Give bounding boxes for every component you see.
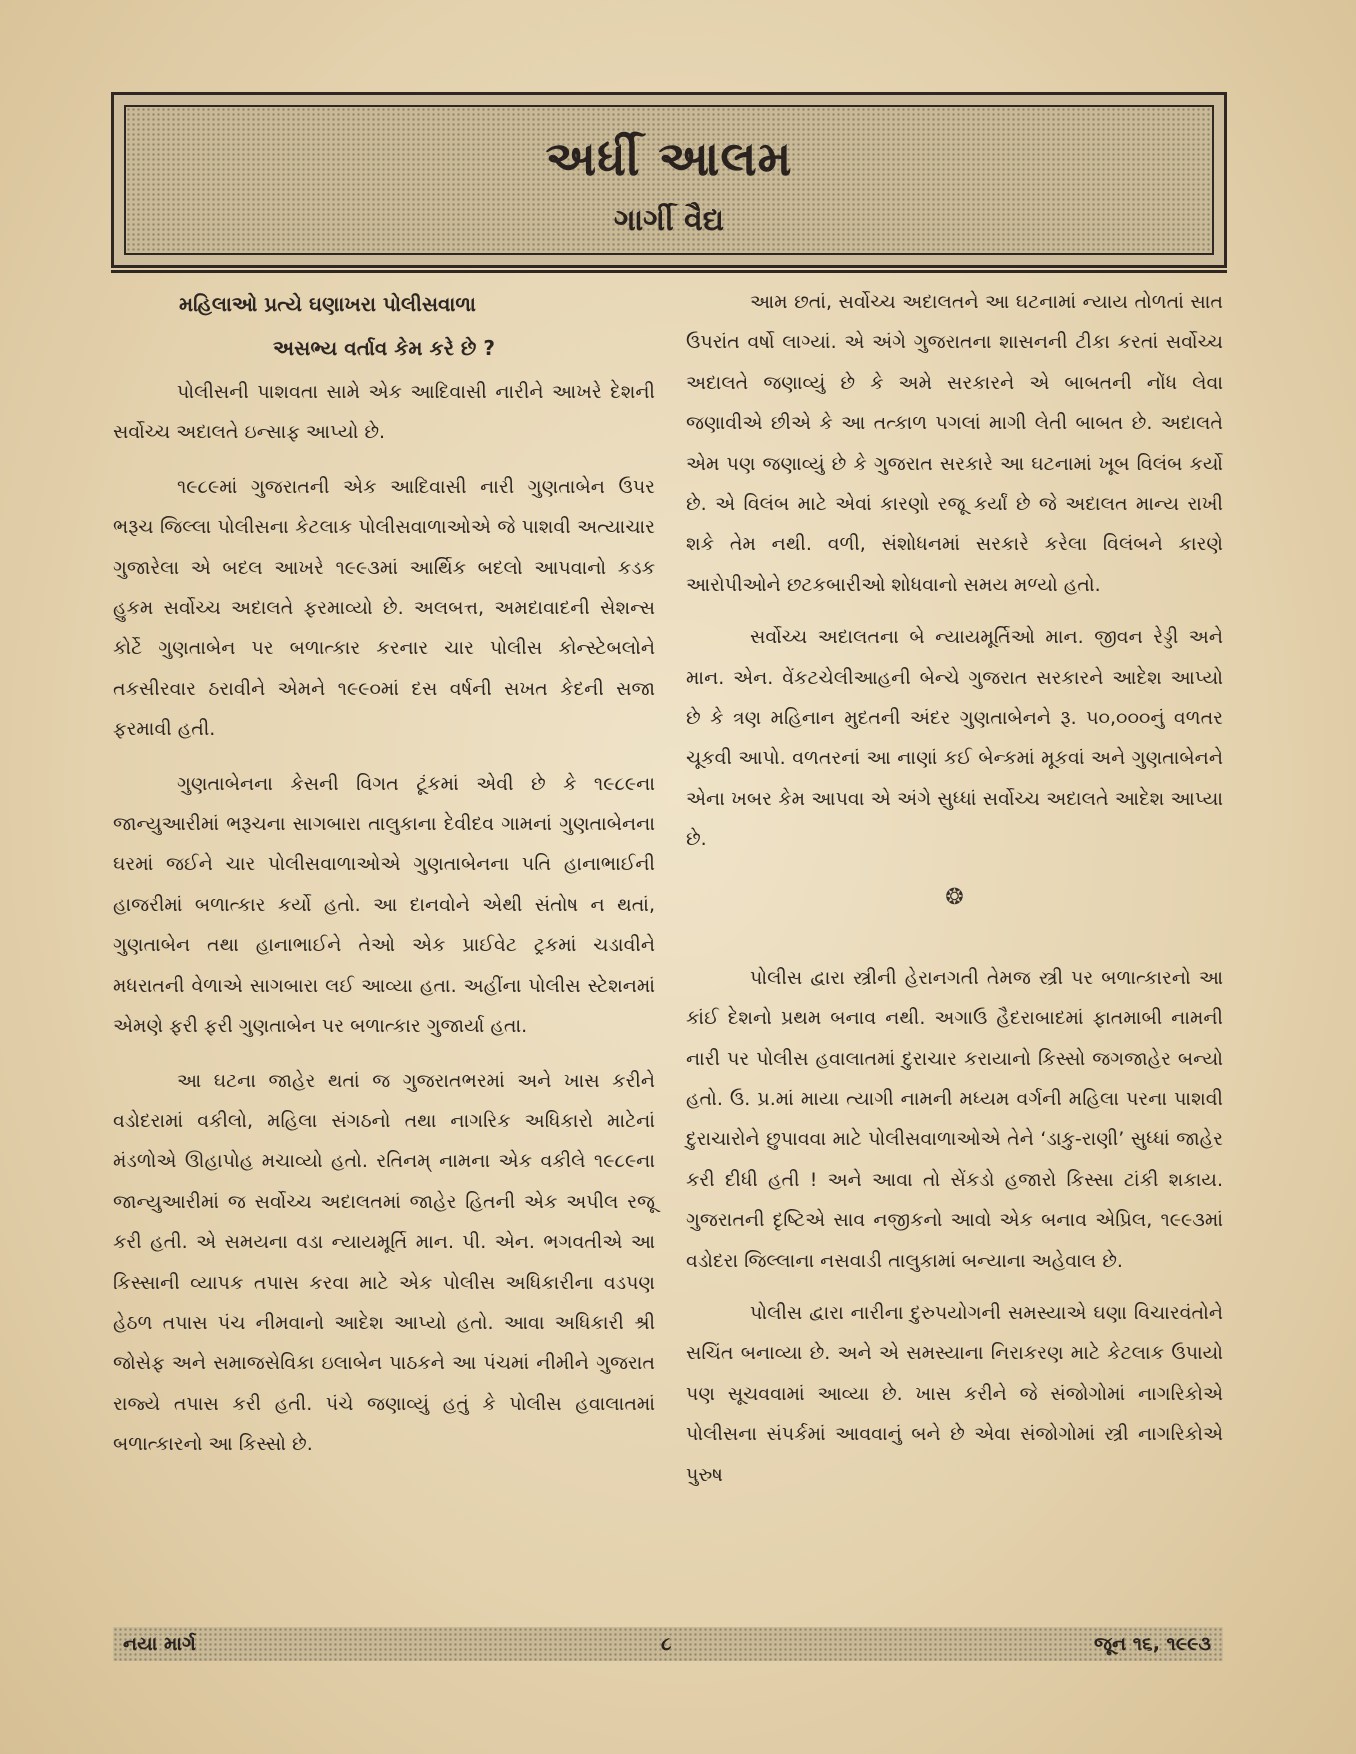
column-author: ગાર્ગી વૈદ્ય xyxy=(613,203,725,238)
section-separator-ornament: ❂ xyxy=(945,884,964,910)
body-paragraph: આમ છતાં, સર્વોચ્ચ અદાલતને આ ઘટનામાં ન્યાય તોળતાં સાત ઉપરાંત વર્ષો લાગ્યાં. એ અંગે ગુજરાતના શાસનની ટીકા કરતાં સર્વોચ્ચ અદાલતે જણાવ્યું છે કે અમે સરકારને એ બાબતની નોંધ લેવા જણાવીએ છીએ કે આ તત્કાળ પગલાં માગી લેતી બાબત છે. અદાલતે એમ પણ જણાવ્યું છે કે ગુજરાત સરકારે આ ઘટનામાં ખૂબ વિલંબ કર્યો છે. એ વિલંબ માટે એવાં કારણો રજૂ કર્યાં છે જે અદાલત માન્ય રાખી શકે તેમ નથી. વળી, સંશોધનમાં સરકારે કરેલા વિલંબને કારણે આરોપીઓને છટકબારીઓ શોધવાનો સમય મળ્યો હતો. xyxy=(686,291,1223,596)
header-rule xyxy=(111,270,1227,273)
body-paragraph: પોલીસની પાશવતા સામે એક આદિવાસી નારીને આખરે દેશની સર્વોચ્ચ અદાલતે ઇન્સાફ આપ્યો છે. xyxy=(113,381,655,444)
article-heading-line1: મહિલાઓ પ્રત્યે ઘણાખરા પોલીસવાળા xyxy=(179,292,476,316)
body-paragraph: પોલીસ દ્વારા નારીના દુરુપયોગની સમસ્યાએ ઘણા વિચારવંતોને સચિંત બનાવ્યા છે. અને એ સમસ્યાના નિરાકરણ માટે કેટલાક ઉપાયો પણ સૂચવવામાં આવ્યા છે. ખાસ કરીને જે સંજોગોમાં નાગરિકોએ પોલીસના સંપર્કમાં આવવાનું બને છે એવા સંજોગોમાં સ્ત્રી નાગરિકોએ પુરુષ xyxy=(686,1301,1223,1486)
article-heading-line2: અસભ્ય વર્તાવ કેમ કરે છે ? xyxy=(273,336,495,360)
column-header-inner xyxy=(124,105,1214,255)
body-paragraph: સર્વોચ્ચ અદાલતના બે ન્યાયમૂર્તિઓ માન. જીવન રેડ્ડી અને માન. એન. વેંકટચેલીઆહની બેન્ચે ગુજરાત સરકારને આદેશ આપ્યો છે કે ત્રણ મહિનાન મુદતની અંદર ગુણતાબેનને રૂ. ૫૦,૦૦૦નું વળતર ચૂકવી આપો. વળતરનાં આ નાણાં કઈ બેન્કમાં મૂકવાં અને ગુણતાબેનને એના ખબર કેમ આપવા એ અંગે સુધ્ધાં સર્વોચ્ચ અદાલતે આદેશ આપ્યા છે. xyxy=(686,626,1223,851)
column-title: અર્ધી આલમ xyxy=(545,131,793,187)
right-column xyxy=(686,282,1223,1507)
footer-page-number: ૮ xyxy=(661,1633,672,1655)
column-header-box xyxy=(111,92,1227,268)
body-paragraph: આ ઘટના જાહેર થતાં જ ગુજરાતભરમાં અને ખાસ કરીને વડોદરામાં વકીલો, મહિલા સંગઠનો તથા નાગરિક અધિકારો માટેનાં મંડળોએ ઊહાપોહ મચાવ્યો હતો. રતિનમ્ નામના એક વકીલે ૧૯૮૯ના જાન્યુઆરીમાં જ સર્વોચ્ચ અદાલતમાં જાહેર હિતની એક અપીલ રજૂ કરી હતી. એ સમયના વડા ન્યાયમૂર્તિ માન. પી. એન. ભગવતીએ આ કિસ્સાની વ્યાપક તપાસ કરવા માટે એક પોલીસ અધિકારીના વડપણ હેઠળ તપાસ પંચ નીમવાનો આદેશ આપ્યો હતો. આવા અધિકારી શ્રી જોસેફ અને સમાજસેવિકા ઇલાબેન પાઠકને આ પંચમાં નીમીને ગુજરાત રાજ્યે તપાસ કરી હતી. પંચે જણાવ્યું હતું કે પોલીસ હવાલાતમાં બળાત્કારનો આ કિસ્સો છે. xyxy=(113,1069,655,1456)
left-column xyxy=(113,282,655,1479)
body-paragraph: ૧૯૮૯માં ગુજરાતની એક આદિવાસી નારી ગુણતાબેન ઉપર ભરૂચ જિલ્લા પોલીસના કેટલાક પોલીસવાળાઓએ જે પાશવી અત્યાચાર ગુજારેલા એ બદલ આખરે ૧૯૯૩માં આર્થિક બદલો આપવાનો કડક હુકમ સર્વોચ્ચ અદાલતે ફરમાવ્યો છે. અલબત્ત, અમદાવાદની સેશન્સ કોર્ટે ગુણતાબેન પર બળાત્કાર કરનાર ચાર પોલીસ કોન્સ્ટેબલોને તકસીરવાર ઠરાવીને એમને ૧૯૯૦માં દસ વર્ષની સખત કેદની સજા ફરમાવી હતી. xyxy=(113,475,655,741)
footer-publication-name: નયા માર્ગ xyxy=(123,1633,196,1655)
footer-date: જૂન ૧૬, ૧૯૯૩ xyxy=(1094,1633,1211,1655)
body-paragraph: પોલીસ દ્વારા સ્ત્રીની હેરાનગતી તેમજ સ્ત્રી પર બળાત્કારનો આ કાંઈ દેશનો પ્રથમ બનાવ નથી. અગાઉ હૈદરાબાદમાં ફાતમાબી નામની નારી પર પોલીસ હવાલાતમાં દુરાચાર કરાયાનો કિસ્સો જગજાહેર બન્યો હતો. ઉ. પ્ર.માં માયા ત્યાગી નામની મધ્યમ વર્ગની મહિલા પરના પાશવી દુરાચારોને છુપાવવા માટે પોલીસવાળાઓએ તેને ‘ડાકુ-રાણી’ સુધ્ધાં જાહેર કરી દીધી હતી ! અને આવા તો સેંકડો હજારો કિસ્સા ટાંકી શકાય. ગુજરાતની દૃષ્ટિએ સાવ નજીકનો આવો એક બનાવ એપ્રિલ, ૧૯૯૩માં વડોદરા જિલ્લાના નસવાડી તાલુકામાં બન્યાના અહેવાલ છે. xyxy=(686,966,1223,1272)
body-paragraph: ગુણતાબેનના કેસની વિગત ટૂંકમાં એવી છે કે ૧૯૮૯ના જાન્યુઆરીમાં ભરૂચના સાગબારા તાલુકાના દેવીદવ ગામનાં ગુણતાબેનના ઘરમાં જઈને ચાર પોલીસવાળાઓએ ગુણતાબેનના પતિ હાનાભાઈની હાજરીમાં બળાત્કાર કર્યો હતો. આ દાનવોને એથી સંતોષ ન થતાં, ગુણતાબેન તથા હાનાભાઈને તેઓ એક પ્રાઈવેટ ટ્રકમાં ચડાવીને મધરાતની વેળાએ સાગબારા લઈ આવ્યા હતા. અહીંના પોલીસ સ્ટેશનમાં એમણે ફરી ફરી ગુણતાબેન પર બળાત્કાર ગુજાર્યા હતા. xyxy=(113,772,655,1038)
page-footer xyxy=(113,1627,1223,1661)
